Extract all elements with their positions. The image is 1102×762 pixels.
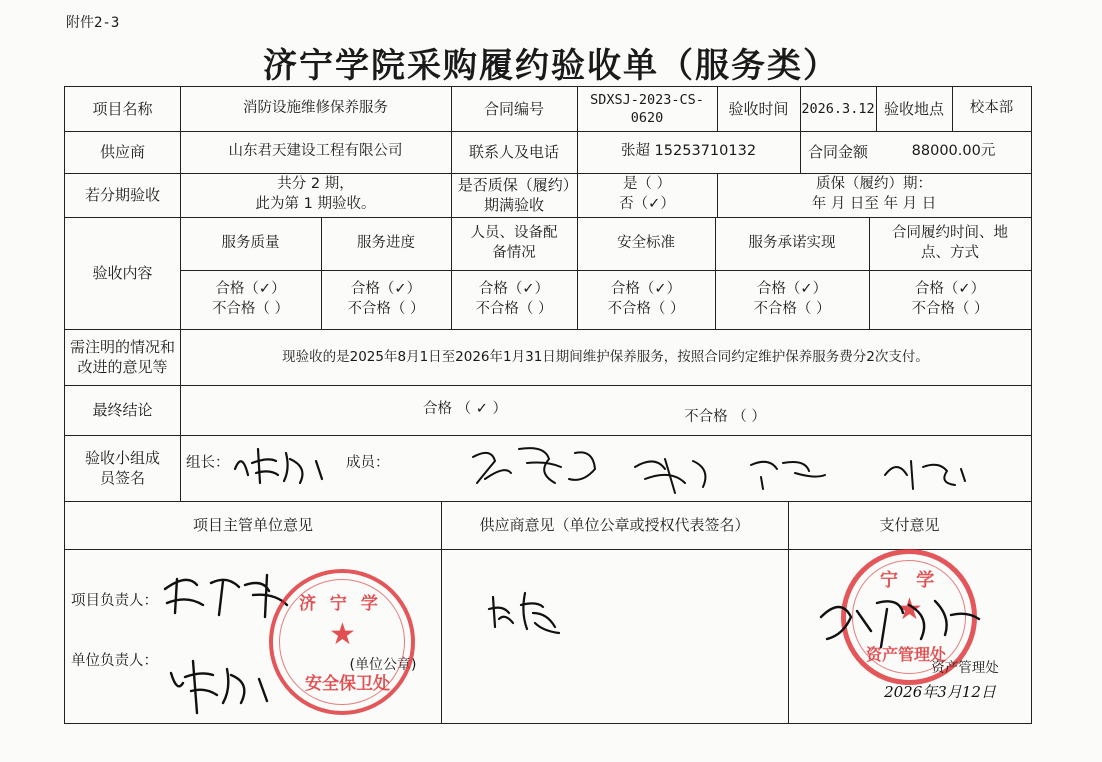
unit-seal-label: (单位公章): [349, 656, 417, 673]
attachment-label: 附件2-3: [66, 15, 120, 31]
supplier-value: 山东君天建设工程有限公司: [228, 143, 403, 160]
contract-no-label: 合同编号: [483, 99, 544, 118]
result-performance: [869, 270, 1031, 329]
acceptance-form: [64, 86, 1032, 724]
result-fail: 不合格（ ）: [607, 300, 685, 317]
leader-label: 组长：: [186, 455, 230, 472]
security-dept-seal: [269, 569, 415, 715]
result-pass: 合格（✓）: [478, 280, 550, 297]
result-pass: 合格（✓）: [756, 280, 828, 297]
contact-value: 张超 15253710132: [620, 143, 757, 160]
notes-label: 需注明的情况和改进的意见等: [69, 337, 175, 376]
content-header-progress: 服务进度: [357, 234, 415, 251]
project-lead-label: 项目负责人：: [71, 593, 158, 610]
content-label: 验收内容: [92, 263, 153, 282]
seal-star-icon: ★: [329, 617, 356, 652]
supplier-opinion-header: 供应商意见（单位公章或授权代表签名）: [479, 515, 750, 534]
seal-bottom-text: 安全保卫处: [305, 674, 390, 694]
project-name-label: 项目名称: [92, 99, 153, 118]
phase-value: [180, 173, 451, 217]
amount-value: 88000.00元: [911, 143, 996, 160]
result-staffing: [451, 270, 577, 329]
amount-label: 合同金额: [807, 142, 868, 161]
content-header-staffing: 人员、设备配备情况: [470, 224, 558, 261]
result-pass: 合格（✓）: [914, 280, 986, 297]
final-label: 最终结论: [92, 400, 153, 419]
content-header-quality: 服务质量: [221, 234, 280, 251]
phase-label: 若分期验收: [84, 185, 160, 204]
accept-place-value: 校本部: [969, 100, 1014, 117]
phase-current: 此为第 1 期验收。: [255, 196, 376, 212]
accept-time-value: 2026.3.12: [801, 100, 875, 117]
seal-top-text: 宁 学: [880, 570, 941, 591]
content-header-commitment: 服务承诺实现: [748, 234, 836, 251]
result-pass: 合格（✓）: [350, 280, 422, 297]
accept-place-label: 验收地点: [883, 99, 944, 118]
warranty-label: 是否质保（履约）期满验收: [457, 175, 571, 214]
seal-star-icon: ★: [896, 592, 923, 627]
dept-opinion-header: 项目主管单位意见: [192, 515, 313, 534]
supplier-label: 供应商: [99, 142, 145, 161]
supplier-signature: [485, 583, 575, 639]
leader-signature: [230, 439, 340, 489]
result-quality: [180, 270, 321, 329]
warranty-yes: 是（ ）: [622, 176, 672, 193]
result-commitment: [715, 270, 869, 329]
content-header-performance: 合同履约时间、地点、方式: [892, 224, 1008, 261]
seal-bottom-text: 资产管理处: [866, 645, 947, 664]
warranty-period-dates: 年 月 日至 年 月 日: [811, 196, 937, 212]
contract-no-value: SDXSJ-2023-CS-0620: [590, 91, 704, 126]
payment-signature: [811, 587, 991, 657]
warranty-choice: [577, 173, 717, 217]
project-name-value: 消防设施维修保养服务: [243, 100, 388, 117]
phase-total: 共分 2 期，: [277, 176, 354, 193]
result-fail: 不合格（ ）: [347, 300, 425, 317]
form-title: 济宁学院采购履约验收单（服务类）: [263, 46, 839, 86]
result-fail: 不合格（ ）: [753, 300, 831, 317]
member-signatures: [465, 439, 985, 499]
result-fail: 不合格（ ）: [475, 300, 553, 317]
final-pass: 合格 （ ✓ ）: [423, 401, 507, 418]
unit-lead-label: 单位负责人：: [71, 653, 158, 670]
payment-date: 2026年3月12日: [884, 682, 996, 701]
result-pass: 合格（✓）: [610, 280, 682, 297]
result-progress: [321, 270, 451, 329]
result-pass: 合格（✓）: [215, 280, 286, 297]
result-fail: 不合格（ ）: [211, 300, 290, 317]
seal-top-text: 济 宁 学: [299, 594, 382, 614]
final-fail: 不合格 （ ）: [684, 409, 766, 426]
content-header-safety: 安全标准: [617, 234, 675, 251]
member-label: 成员：: [346, 455, 390, 472]
warranty-period: [717, 173, 1031, 217]
accept-time-label: 验收时间: [728, 99, 789, 118]
payment-opinion-header: 支付意见: [879, 515, 940, 534]
result-safety: [577, 270, 715, 329]
team-label: 验收小组成员签名: [84, 448, 160, 487]
result-fail: 不合格（ ）: [911, 300, 989, 317]
warranty-no: 否（✓）: [619, 196, 675, 212]
warranty-period-label: 质保（履约）期：: [816, 176, 932, 193]
asset-dept-label: 资产管理处: [931, 659, 999, 676]
contact-label: 联系人及电话: [468, 142, 559, 161]
notes-text: 现验收的是2025年8月1日至2026年1月31日期间维护保养服务，按照合同约定维护保养服务费分2次支付。: [282, 348, 929, 365]
